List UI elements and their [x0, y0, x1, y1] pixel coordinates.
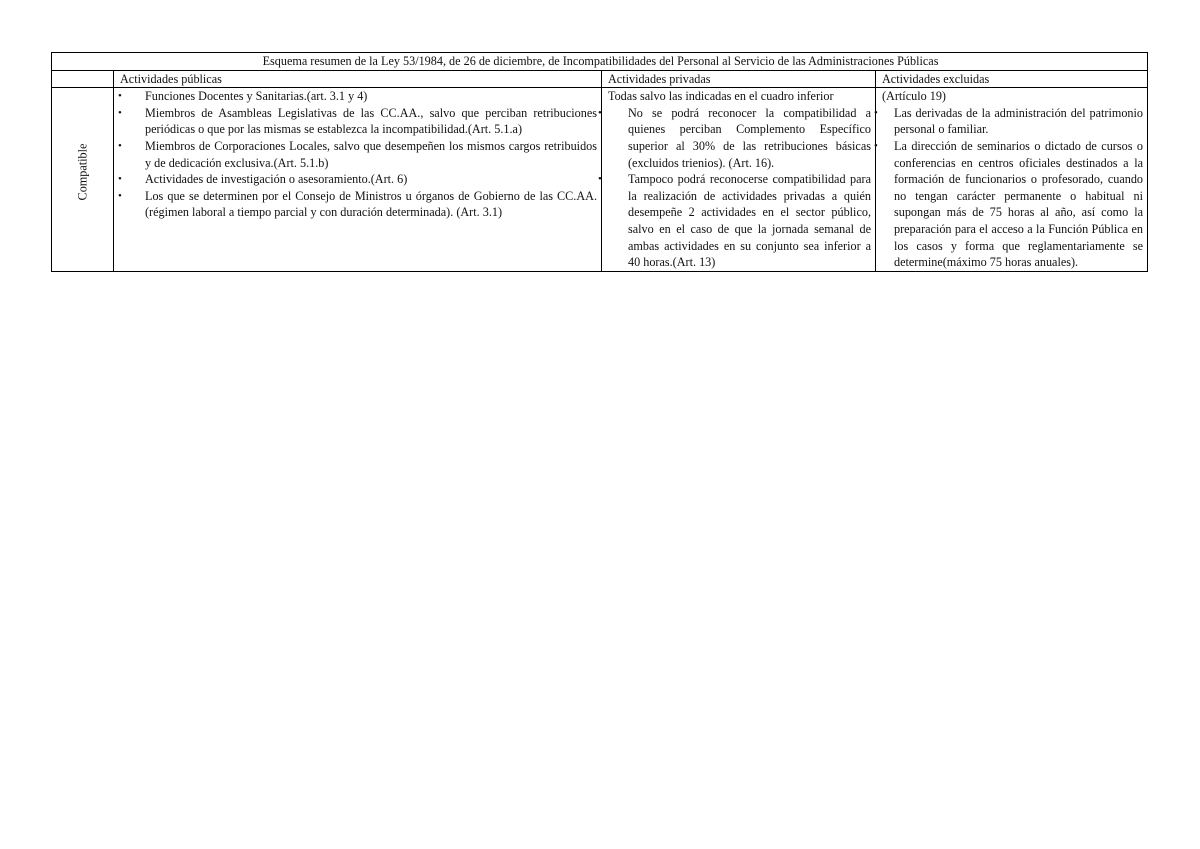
summary-table [51, 52, 1148, 272]
list-item [874, 105, 1144, 138]
bullet-icon: • [118, 173, 122, 186]
public-activities-list [120, 88, 597, 221]
list-item-text: Miembros de Corporaciones Locales, salvo que desempeñen los mismos cargos retribuidos y de dedicación exclusiva.(Art. 5.1.b) [145, 138, 597, 170]
list-item-text: No se podrá reconocer la compatibilidad a quienes perciban Complemento Específico superior al 30% de las retribuciones básicas (excluidos trienios). (Art. 16). [628, 105, 871, 170]
excluded-activities-list [874, 105, 1144, 271]
list-item-text: La dirección de seminarios o dictado de cursos o conferencias en centros oficiales destinados a la formación de funcionarios o profesorado, cuando no tengan carácter permanente o habitual ni supongan más de 75 horas al año, así como la preparación para el acceso a la Función Pública en los casos y forma que reglamentariamente se determine(máximo 75 horas anuales). [894, 138, 1144, 270]
bullet-icon: • [118, 90, 122, 103]
header-row [52, 70, 1148, 88]
private-activities-cell [598, 88, 876, 272]
excluded-activities-cell [876, 88, 1148, 272]
row-label-compatible: Compatible [75, 143, 90, 201]
bullet-icon: • [598, 173, 602, 186]
list-item [120, 105, 597, 138]
list-item [120, 188, 597, 221]
title-row [52, 53, 1148, 71]
bullet-icon: • [598, 106, 602, 119]
list-item-text: Las derivadas de la administración del patrimonio personal o familiar. [894, 105, 1144, 137]
list-item-text: Miembros de Asambleas Legislativas de las CC.AA., salvo que perciban retribuciones periódicas o que por las mismas se establezca la incompatibilidad.(Art. 5.1.a) [145, 105, 597, 137]
list-item [120, 138, 597, 171]
row-label-cell [52, 88, 114, 272]
document-page [51, 52, 1147, 272]
list-item [874, 138, 1144, 271]
list-item [598, 105, 871, 171]
list-item [598, 171, 871, 271]
private-activities-list [598, 105, 871, 271]
header-excluded-activities: Actividades excluidas [876, 70, 1148, 88]
header-public-activities: Actividades públicas [114, 70, 602, 88]
header-private-activities: Actividades privadas [602, 70, 876, 88]
list-item-text: Los que se determinen por el Consejo de Ministros u órganos de Gobierno de las CC.AA. (régimen laboral a tiempo parcial y con duración determinada). (Art. 3.1) [145, 188, 597, 220]
public-activities-cell [114, 88, 602, 272]
excluded-intro-text: (Artículo 19) [882, 89, 946, 104]
bullet-icon: • [874, 106, 878, 119]
list-item-text: Tampoco podrá reconocerse compatibilidad para la realización de actividades privadas a quién desempeñe 2 actividades en el sector público, salvo en el caso de que la jornada semanal de ambas actividades en su conjunto sea inferior a 40 horas.(Art. 13) [628, 172, 871, 270]
compatible-row [52, 88, 1148, 272]
header-empty-cell [52, 70, 114, 88]
list-item-text: Funciones Docentes y Sanitarias.(art. 3.1 y 4) [145, 89, 368, 104]
bullet-icon: • [118, 189, 122, 202]
private-intro-text: Todas salvo las indicadas en el cuadro inferior [608, 89, 834, 104]
bullet-icon: • [118, 106, 122, 119]
list-item [120, 171, 597, 188]
list-item-text: Actividades de investigación o asesoramiento.(Art. 6) [145, 172, 408, 187]
bullet-icon: • [118, 139, 122, 152]
list-item [120, 88, 597, 105]
table-title: Esquema resumen de la Ley 53/1984, de 26 de diciembre, de Incompatibilidades del Personal al Servicio de las Administraciones Públicas [52, 53, 1148, 71]
bullet-icon: • [874, 139, 878, 152]
